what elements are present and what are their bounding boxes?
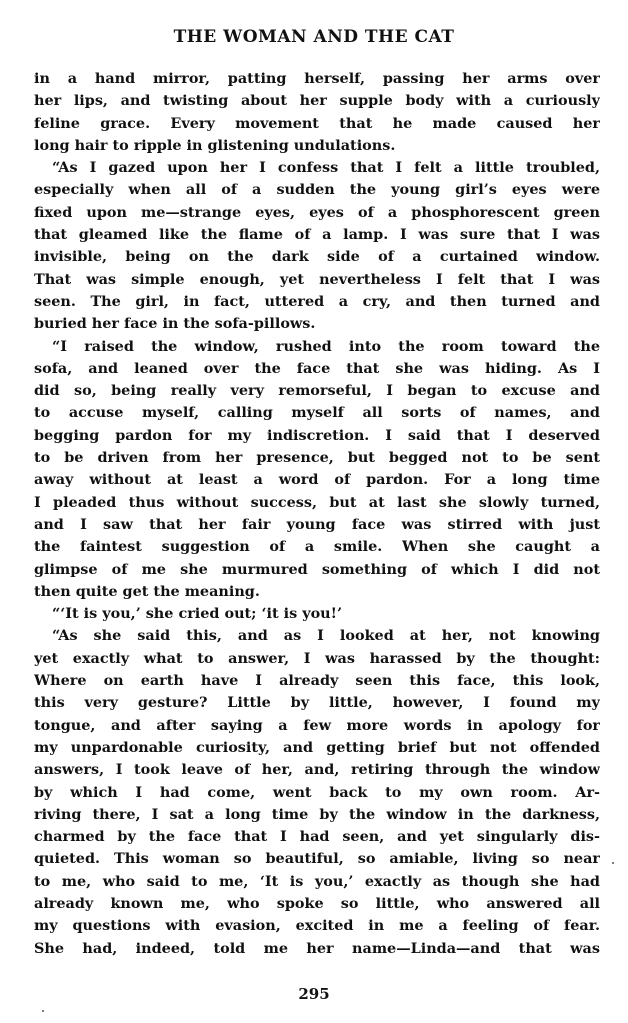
text-line: “‘It is you,’ she cried out; ‘it is you!’ (52, 605, 342, 623)
text-line: in a hand mirror, patting herself, passing her arms over (34, 70, 600, 87)
text-line: to be driven from her presence, but begged not to be sent (34, 449, 600, 467)
text-line: her lips, and twisting about her supple body with a curiously (34, 92, 600, 110)
body-text (34, 68, 600, 960)
text-line: tongue, and after saying a few more words in apology for (34, 716, 600, 734)
text-line: away without at least a word of pardon. For a long time (34, 471, 600, 489)
text-line: quieted. This woman so beautiful, so amiable, living so near (34, 850, 600, 868)
text-line: begging pardon for my indiscretion. I said that I deserved (34, 426, 600, 444)
text-line: sofa, and leaned over the face that she was hiding. As I (34, 359, 600, 377)
text-line: already known me, who spoke so little, who answered all (34, 894, 600, 912)
text-line: did so, being really very remorseful, I began to excuse and (34, 382, 600, 400)
text-line: to me, who said to me, ‘It is you,’ exactly as though she had (34, 872, 600, 890)
text-line: “As I gazed upon her I confess that I felt a little troubled, (52, 159, 600, 177)
text-line: answers, I took leave of her, and, retiring through the window (34, 761, 600, 779)
text-line: I pleaded thus without success, but at last she slowly turned, (34, 493, 600, 511)
text-line: riving there, I sat a long time by the window in the darkness, (34, 805, 600, 823)
text-line: long hair to ripple in glistening undulations. (34, 136, 396, 154)
text-line: by which I had come, went back to my own room. Ar- (34, 783, 600, 801)
text-line: yet exactly what to answer, I was harassed by the thought: (34, 649, 600, 667)
text-line: this very gesture? Little by little, however, I found my (34, 694, 600, 712)
text-line: seen. The girl, in fact, uttered a cry, and then turned and (34, 292, 600, 310)
text-line: my questions with evasion, excited in me a feeling of fear. (34, 917, 600, 935)
text-line: “As she said this, and as I looked at her, not knowing (52, 627, 600, 645)
text-line: and I saw that her fair young face was stirred with just (34, 515, 600, 533)
text-line: that gleamed like the flame of a lamp. I was sure that I was (34, 226, 600, 244)
text-line: fixed upon me—strange eyes, eyes of a phosphorescent green (34, 203, 600, 221)
page-number: 295 (298, 985, 330, 1003)
text-line: charmed by the face that I had seen, and yet singularly dis- (34, 828, 600, 846)
text-line: buried her face in the sofa-pillows. (34, 315, 316, 333)
text-line: feline grace. Every movement that he made caused her (34, 114, 600, 132)
text-line: to accuse myself, calling myself all sorts of names, and (34, 404, 600, 422)
text-line: glimpse of me she murmured something of which I did not (34, 560, 600, 578)
text-line: That was simple enough, yet nevertheless I felt that I was (34, 270, 600, 288)
running-head: THE WOMAN AND THE CAT (173, 27, 455, 47)
text-line: invisible, being on the dark side of a curtained window. (34, 248, 600, 266)
print-speck (42, 1010, 44, 1012)
text-line: the faintest suggestion of a smile. When she caught a (34, 538, 600, 556)
text-line: “I raised the window, rushed into the room toward the (52, 337, 600, 355)
text-line: She had, indeed, told me her name—Linda—and that was (34, 939, 600, 957)
text-line: my unpardonable curiosity, and getting brief but not offended (34, 738, 600, 756)
print-speck (612, 862, 614, 864)
text-line: especially when all of a sudden the young girl’s eyes were (34, 181, 600, 199)
text-line: then quite get the meaning. (34, 582, 260, 600)
text-line: Where on earth have I already seen this face, this look, (34, 672, 600, 690)
